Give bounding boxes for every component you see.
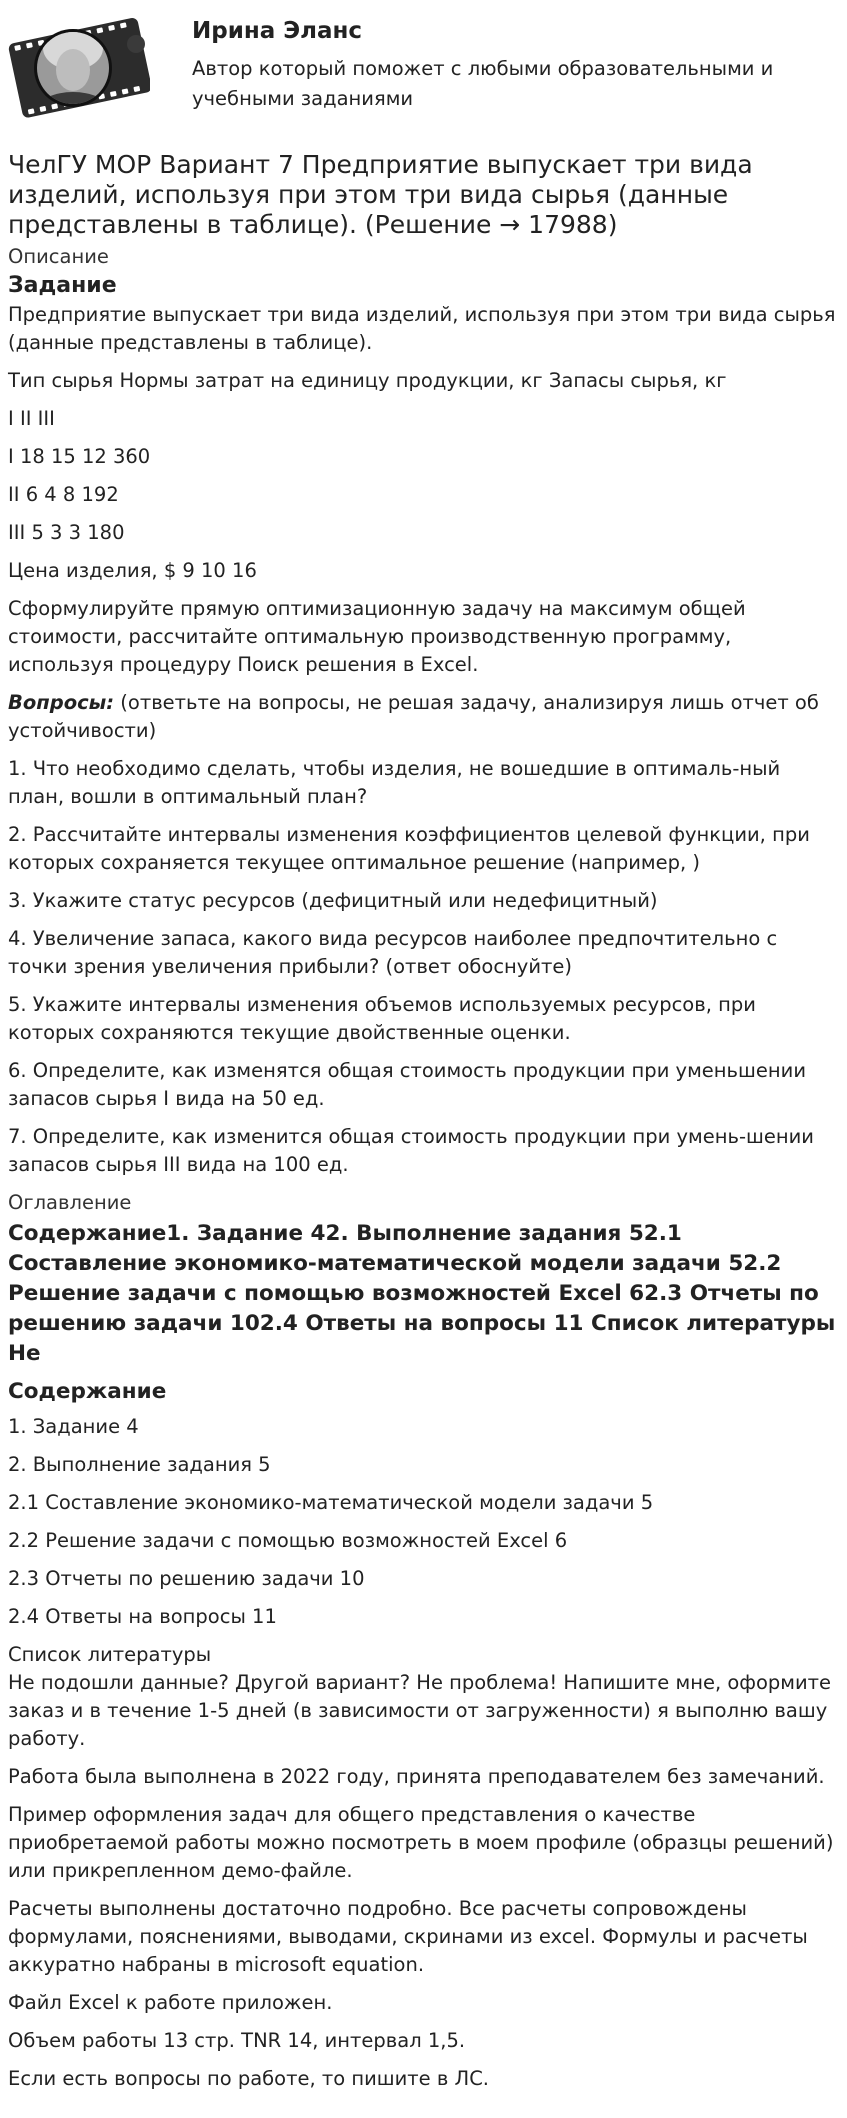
footer-paragraph: Файл Excel к работе приложен.	[8, 1991, 333, 2014]
task-paragraph: Тип сырья Нормы затрат на единицу продукции, кг Запасы сырья, кг	[8, 369, 727, 392]
questions-label: Вопросы:	[8, 691, 115, 714]
toc-item: 2.3 Отчеты по решению задачи 10	[8, 1567, 365, 1590]
question-item: 2. Рассчитайте интервалы изменения коэффициентов целевой функции, при которых сохраняется текущее оптимальное решение (например, )	[8, 823, 810, 874]
footer-paragraph: Не подошли данные? Другой вариант? Не проблема! Напишите мне, оформите заказ и в течение 1-5 дней (в зависимости от загруженности) я выполню вашу работу.	[8, 1671, 831, 1750]
question-item: 7. Определите, как изменится общая стоимость продукции при умень-шении запасов сырья III вида на 100 ед.	[8, 1125, 814, 1176]
author-description: Автор который поможет с любыми образовательными и учебными заданиями	[192, 57, 774, 110]
toc-item: 2.1 Составление экономико-математической модели задачи 5	[8, 1491, 654, 1514]
author-avatar[interactable]	[8, 8, 150, 126]
question-item: 6. Определите, как изменятся общая стоимость продукции при уменьшении запасов сырья I вида на 50 ед.	[8, 1059, 806, 1110]
questions-intro-text: (ответьте на вопросы, не решая задачу, анализируя лишь отчет об устойчивости)	[8, 691, 819, 742]
footer-paragraph: Работа была выполнена в 2022 году, принята преподавателем без замечаний.	[8, 1765, 825, 1788]
footer-paragraph: Объем работы 13 стр. TNR 14, интервал 1,5.	[8, 2029, 466, 2052]
questions-intro	[8, 689, 838, 745]
question-item: 3. Укажите статус ресурсов (дефицитный или недефицитный)	[8, 889, 658, 912]
footer-paragraph: Если есть вопросы по работе, то пишите в ЛС.	[8, 2067, 490, 2090]
author-card	[8, 8, 838, 128]
task-paragraph: Цена изделия, $ 9 10 16	[8, 559, 257, 582]
footer-paragraph: Расчеты выполнены достаточно подробно. Все расчеты сопровождены формулами, пояснениями, выводами, скринами из excel. Формулы и расчеты аккуратно набраны в microsoft equation.	[8, 1897, 808, 1976]
task-paragraph: III 5 3 3 180	[8, 521, 125, 544]
task-paragraph: I 18 15 12 360	[8, 445, 151, 468]
task-paragraph: II 6 4 8 192	[8, 483, 119, 506]
description-label: Описание	[8, 245, 109, 268]
question-item: 4. Увеличение запаса, какого вида ресурсов наиболее предпочтительно с точки зрения увеличения прибыли? (ответ обоснуйте)	[8, 927, 778, 978]
page-title: ЧелГУ МОР Вариант 7 Предприятие выпускает три вида изделий, используя при этом три вида сырья (данные представлены в таблице). (Решение → 17988)	[8, 150, 753, 239]
question-item: 5. Укажите интервалы изменения объемов используемых ресурсов, при которых сохраняются текущие двойственные оценки.	[8, 993, 756, 1044]
main-content	[8, 243, 838, 2103]
task-paragraph: I II III	[8, 407, 55, 430]
toc-summary: Содержание1. Задание 42. Выполнение задания 52.1 Составление экономико-математической модели задачи 52.2 Решение задачи с помощью возможностей Excel 62.3 Отчеты по решению задачи 102.4 Ответы на вопросы 11 Список литературы Не	[8, 1221, 836, 1366]
contents-heading: Содержание	[8, 1379, 167, 1404]
task-heading: Задание	[8, 273, 117, 298]
question-item: 1. Что необходимо сделать, чтобы изделия, не вошедшие в оптималь-ный план, вошли в оптимальный план?	[8, 757, 781, 808]
toc-item: 2. Выполнение задания 5	[8, 1453, 271, 1476]
task-paragraph: Предприятие выпускает три вида изделий, используя при этом три вида сырья (данные представлены в таблице).	[8, 303, 836, 354]
footer-paragraph: Пример оформления задач для общего представления о качестве приобретаемой работы можно посмотреть в моем профиле (образцы решений) или прикрепленном демо-файле.	[8, 1803, 834, 1882]
toc-item: 1. Задание 4	[8, 1415, 139, 1438]
bibliography-label: Список литературы	[8, 1643, 212, 1666]
toc-item: 2.2 Решение задачи с помощью возможностей Excel 6	[8, 1529, 568, 1552]
toc-item: 2.4 Ответы на вопросы 11	[8, 1605, 277, 1628]
toc-label: Оглавление	[8, 1191, 132, 1214]
author-name[interactable]: Ирина Эланс	[192, 18, 363, 44]
task-paragraph: Сформулируйте прямую оптимизационную задачу на максимум общей стоимости, рассчитайте оптимальную производственную программу, используя процедуру Поиск решения в Excel.	[8, 597, 746, 676]
